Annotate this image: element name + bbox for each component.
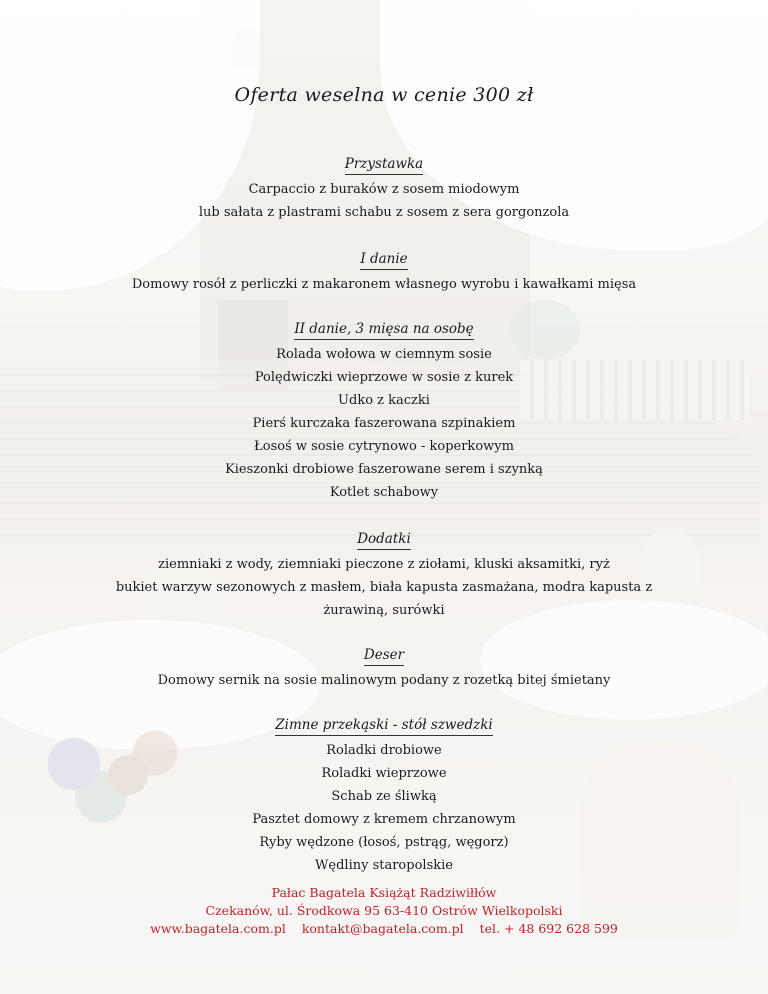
phone-number: tel. + 48 692 628 599: [479, 921, 618, 936]
menu-item: Polędwiczki wieprzowe w sosie z kurek: [254, 370, 514, 385]
footer-contact: [0, 884, 768, 938]
menu-item: Carpaccio z buraków z sosem miodowym: [248, 182, 520, 197]
menu-item: Pierś kurczaka faszerowana szpinakiem: [252, 416, 516, 431]
section-heading: Przystawka: [345, 156, 423, 175]
section-deser: [0, 644, 768, 692]
menu-item: Ryby wędzone (łosoś, pstrąg, węgorz): [259, 835, 509, 850]
menu-item: Udko z kaczki: [338, 393, 430, 408]
section-heading: Zimne przekąski - stół szwedzki: [275, 717, 492, 736]
section-heading: I danie: [360, 251, 407, 270]
menu-item: Rolada wołowa w ciemnym sosie: [276, 347, 492, 362]
menu-item: Pasztet domowy z kremem chrzanowym: [252, 812, 516, 827]
menu-item: Domowy rosół z perliczki z makaronem własnego wyrobu i kawałkami mięsa: [131, 277, 637, 292]
page-title: Oferta weselna w cenie 300 zł: [234, 84, 534, 106]
menu-item: Wędliny staropolskie: [315, 858, 453, 873]
section-heading: Deser: [364, 647, 404, 666]
menu-item: Kotlet schabowy: [329, 485, 439, 500]
section-dodatki: [0, 528, 768, 622]
menu-item: ziemniaki z wody, ziemniaki pieczone z ziołami, kluski aksamitki, ryż: [158, 557, 610, 572]
menu-item: żurawiną, surówki: [323, 603, 445, 618]
venue-name: Pałac Bagatela Książąt Radziwiłłów: [271, 885, 497, 900]
menu-item: Roladki wieprzowe: [321, 766, 447, 781]
menu-item: bukiet warzyw sezonowych z masłem, biała kapusta zasmażana, modra kapusta z: [115, 580, 653, 595]
menu-item: Domowy sernik na sosie malinowym podany z rozetką bitej śmietany: [157, 673, 611, 688]
menu-item: lub sałata z plastrami schabu z sosem z sera gorgonzola: [198, 205, 570, 220]
section-danie-2: [0, 318, 768, 504]
venue-address: Czekanów, ul. Środkowa 95 63-410 Ostrów Wielkopolski: [205, 903, 563, 918]
menu-item: Roladki drobiowe: [326, 743, 442, 758]
section-heading: II danie, 3 mięsa na osobę: [294, 321, 473, 340]
email-link[interactable]: kontakt@bagatela.com.pl: [301, 921, 464, 936]
section-przystawka: [0, 153, 768, 224]
section-heading: Dodatki: [357, 531, 411, 550]
menu-item: Łosoś w sosie cytrynowo - koperkowym: [254, 439, 514, 454]
website-link[interactable]: www.bagatela.com.pl: [150, 921, 286, 936]
menu-item: Kieszonki drobiowe faszerowane serem i szynką: [225, 462, 543, 477]
menu-item: Schab ze śliwką: [331, 789, 437, 804]
section-zimne-przekaski: [0, 714, 768, 877]
contact-line: [0, 920, 768, 938]
section-danie-1: [0, 248, 768, 296]
